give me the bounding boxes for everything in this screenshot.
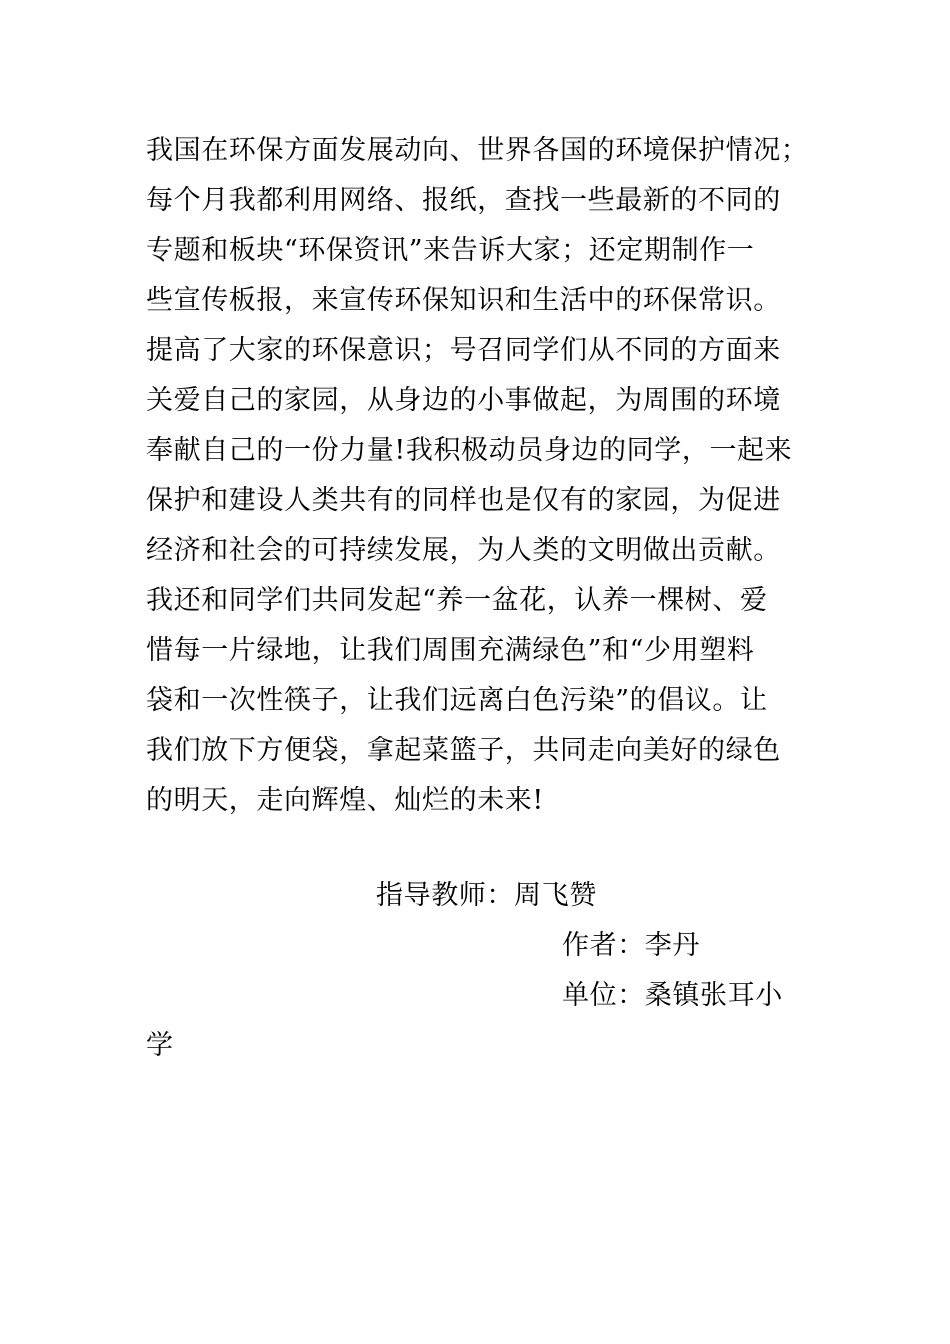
body-text-line: 经济和社会的可持续发展，为人类的文明做出贡献。 (146, 535, 781, 566)
body-text-line: 袋和一次性筷子，让我们远离白色污染”的倡议。让 (146, 685, 768, 716)
author-signature: 作者：李丹 (562, 930, 700, 961)
body-text-line: 专题和板块“环保资讯”来告诉大家；还定期制作一 (146, 235, 755, 266)
body-text-line: 提高了大家的环保意识；号召同学们从不同的方面来 (146, 335, 781, 366)
body-text-line: 的明天，走向辉煌、灿烂的未来! (146, 785, 544, 816)
body-text-line: 奉献自己的一份力量!我积极动员身边的同学，一起来 (146, 435, 793, 466)
body-text-line: 保护和建设人类共有的同样也是仅有的家园，为促进 (146, 485, 781, 516)
body-text-line: 我们放下方便袋，拿起菜篮子，共同走向美好的绿色 (146, 735, 781, 766)
body-text-line: 些宣传板报，来宣传环保知识和生活中的环保常识。 (146, 285, 781, 316)
unit-signature-wrap: 学 (146, 1030, 174, 1061)
body-text-line: 惜每一片绿地，让我们周围充满绿色”和“少用塑料 (146, 635, 755, 666)
body-text-line: 关爱自己的家园，从身边的小事做起，为周围的环境 (146, 385, 781, 416)
body-text-line: 我还和同学们共同发起“养一盆花，认养一棵树、爱 (146, 585, 768, 616)
unit-signature: 单位：桑镇张耳小 (562, 980, 783, 1011)
body-text-line: 每个月我都利用网络、报纸，查找一些最新的不同的 (146, 185, 781, 216)
body-text-line: 我国在环保方面发展动向、世界各国的环境保护情况； (146, 135, 809, 166)
teacher-signature: 指导教师：周飞赞 (376, 880, 597, 911)
